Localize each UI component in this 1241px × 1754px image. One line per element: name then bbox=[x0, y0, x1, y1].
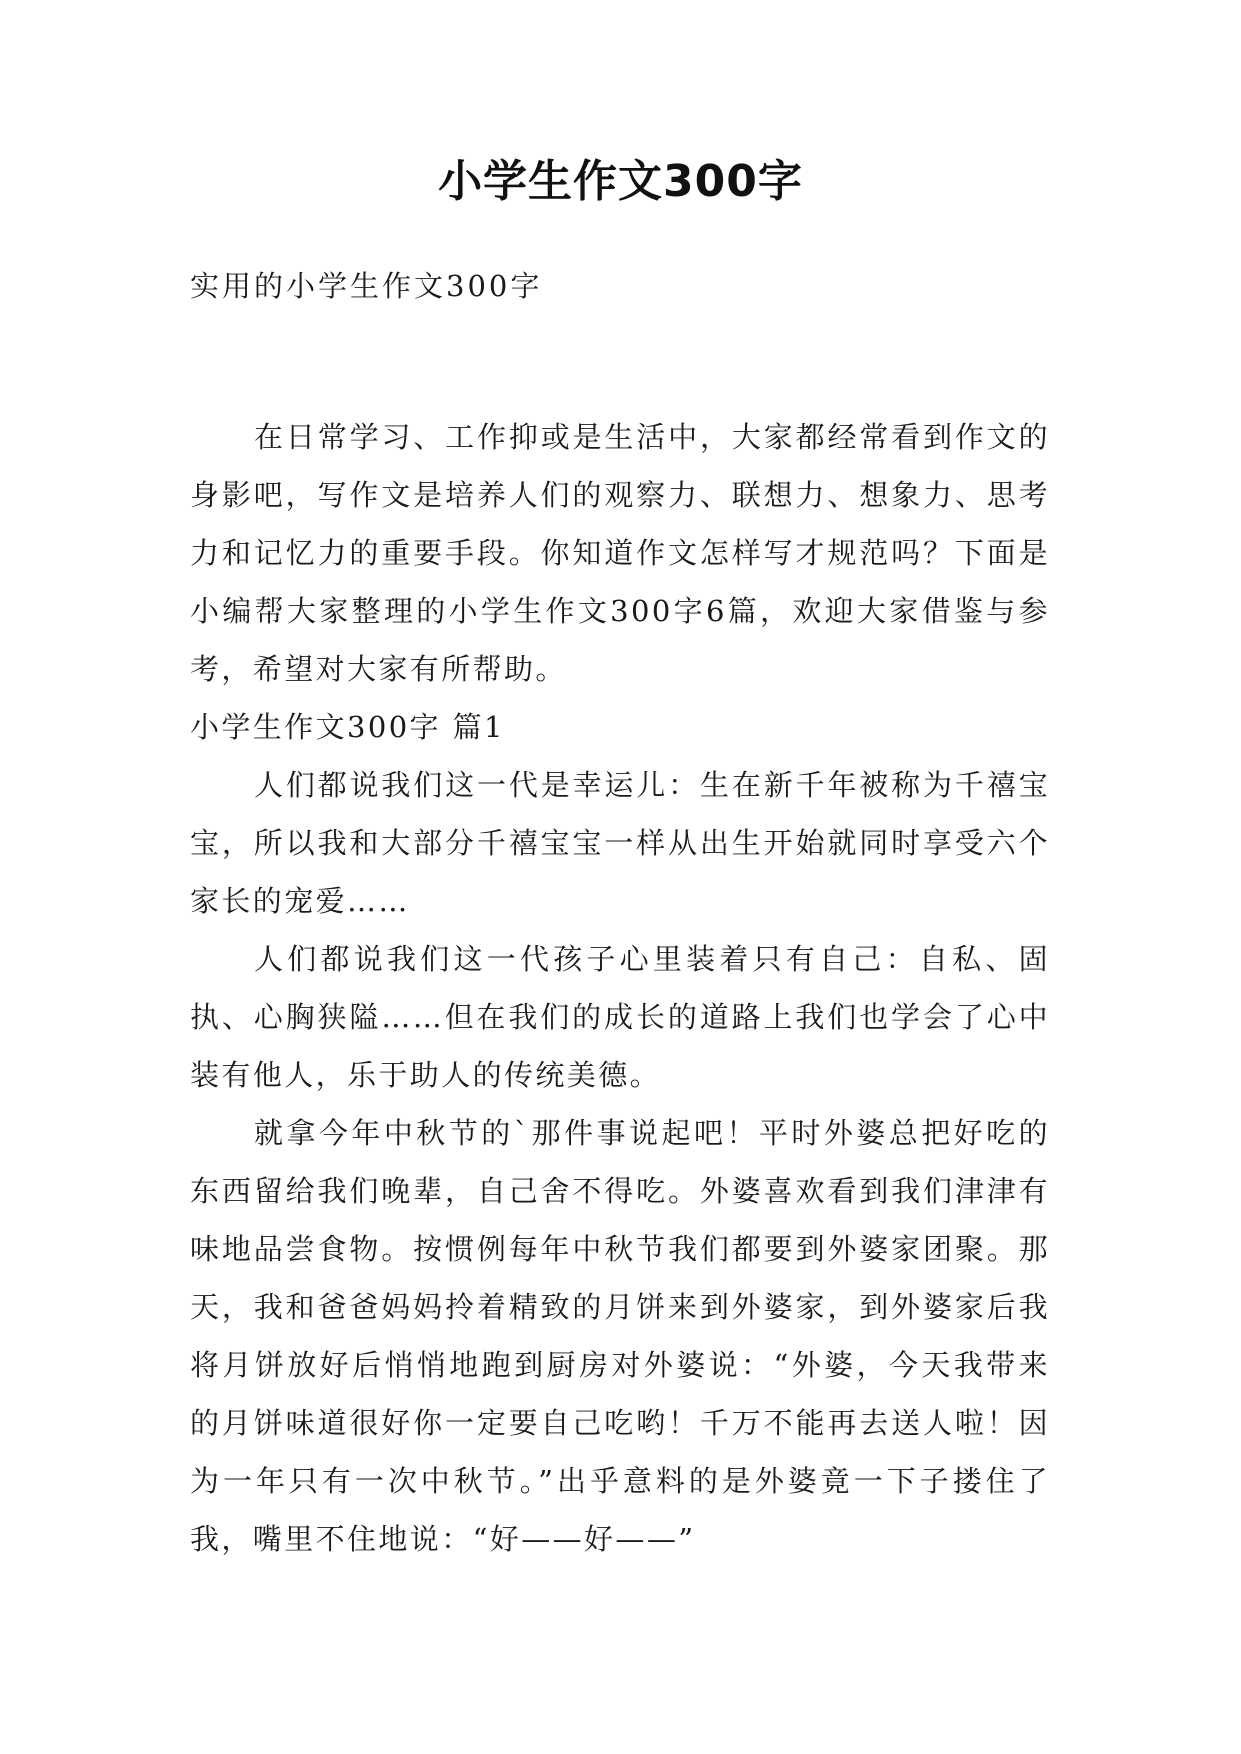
body-paragraph: 人们都说我们这一代是幸运儿：生在新千年被称为千禧宝宝，所以我和大部分千禧宝宝一样从出生开始就同时享受六个家长的宠爱…… bbox=[190, 768, 1050, 918]
body-paragraph: 就拿今年中秋节的`那件事说起吧！平时外婆总把好吃的东西留给我们晚辈，自己舍不得吃。外婆喜欢看到我们津津有味地品尝食物。按惯例每年中秋节我们都要到外婆家团聚。那天，我和爸爸妈妈拎着精致的月饼来到外婆家，到外婆家后我将月饼放好后悄悄地跑到厨房对外婆说：“外婆，今天我带来的月饼味道很好你一定要自己吃哟！千万不能再去送人啦！因为一年只有一次中秋节。”出乎意料的是外婆竟一下子搂住了我，嘴里不住地说：“好——好——” bbox=[190, 1116, 1050, 1556]
body-paragraph: 人们都说我们这一代孩子心里装着只有自己：自私、固执、心胸狭隘……但在我们的成长的道路上我们也学会了心中装有他人，乐于助人的传统美德。 bbox=[190, 942, 1050, 1092]
document-subtitle: 实用的小学生作文300字 bbox=[190, 269, 543, 303]
document-body bbox=[190, 408, 1050, 1568]
section-heading: 小学生作文300字 篇1 bbox=[190, 710, 505, 744]
intro-paragraph: 在日常学习、工作抑或是生活中，大家都经常看到作文的身影吧，写作文是培养人们的观察力、联想力、想象力、思考力和记忆力的重要手段。你知道作文怎样写才规范吗？下面是小编帮大家整理的小学生作文300字6篇，欢迎大家借鉴与参考，希望对大家有所帮助。 bbox=[190, 420, 1050, 686]
document-title: 小学生作文300字 bbox=[438, 156, 803, 207]
